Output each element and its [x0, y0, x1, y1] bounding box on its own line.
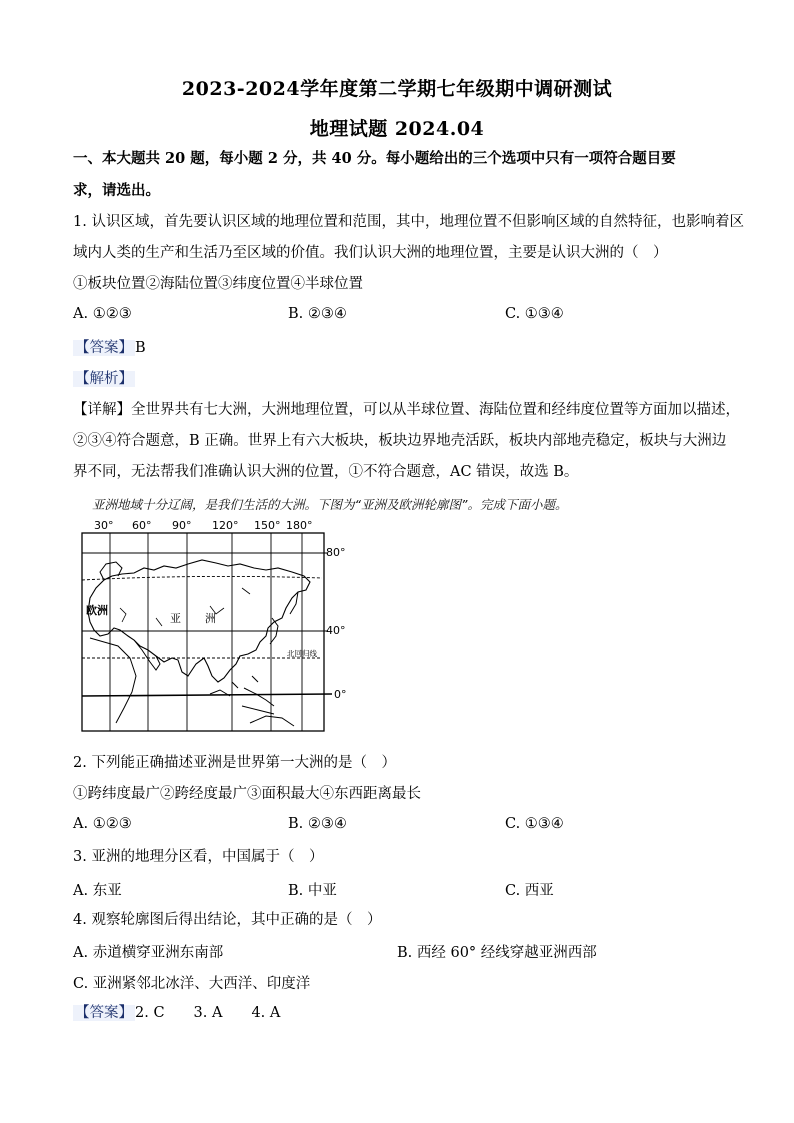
answer-tag: 【答案】 [75, 340, 133, 356]
q3-option-a: A. 东亚 [73, 883, 122, 899]
exam-subtitle: 地理试题 2024.04 [309, 118, 485, 140]
answers-line [73, 1002, 723, 1024]
answers-tag: 【答案】 [75, 1005, 133, 1021]
q2-option-c: C. ①③④ [505, 816, 564, 832]
tropic-label: 北回归线 [287, 649, 317, 658]
continental-detail [120, 588, 250, 626]
answers-text: 2. C 3. A 4. A [135, 1005, 281, 1021]
lon-label-120: 120° [212, 519, 239, 532]
map-intro: 亚洲地域十分辽阔，是我们生活的大洲。下图为“亚洲及欧洲轮廓图”。完成下面小题。 [92, 497, 568, 512]
q1-stem-line1: 1. 认识区域，首先要认识区域的地理位置和范围，其中，地理位置不但影响区域的自然特征，也影响着区 [73, 214, 744, 230]
q1-detail-line3: 界不同，无法帮我们准确认识大洲的位置，①不符合题意，AC 错误，故选 B。 [73, 464, 579, 480]
q1-items: ①板块位置②海陆位置③纬度位置④半球位置 [73, 276, 363, 292]
lon-label-60: 60° [132, 519, 152, 532]
lat-label-40: 40° [326, 624, 346, 637]
q1-answer-value: B [135, 340, 146, 356]
q1-option-b: B. ②③④ [288, 306, 347, 322]
detail-tag: 【详解】 [73, 402, 131, 418]
q1-answer [73, 337, 723, 359]
q2-stem: 2. 下列能正确描述亚洲是世界第一大洲的是（ ） [73, 755, 396, 771]
lat-label-0: 0° [334, 688, 347, 701]
q4-option-a: A. 赤道横穿亚洲东南部 [73, 945, 224, 961]
lon-label-90: 90° [172, 519, 192, 532]
africa-outline [90, 638, 136, 723]
q2-option-b: B. ②③④ [288, 816, 347, 832]
meridian-lines [110, 533, 302, 731]
asia-europe-outline-map [60, 518, 360, 740]
q4-option-c: C. 亚洲紧邻北冰洋、大西洋、印度洋 [73, 976, 311, 992]
q1-detail-line1 [73, 399, 740, 421]
analysis-tag: 【解析】 [75, 371, 133, 387]
q1-detail-text1: 全世界共有七大洲，大洲地理位置，可以从半球位置、海陆位置和经纬度位置等方面加以描述， [131, 402, 740, 418]
q3-stem: 3. 亚洲的地理分区看，中国属于（ ） [73, 849, 324, 865]
lon-label-150: 150° [254, 519, 281, 532]
lat-label-80: 80° [326, 546, 346, 559]
arabian-peninsula-outline [134, 640, 160, 670]
europe-label: 欧洲 [86, 604, 108, 617]
q1-option-a: A. ①②③ [73, 306, 132, 322]
section-instructions-line1: 一、本大题共 20 题，每小题 2 分，共 40 分。每小题给出的三个选项中只有一项符合题目要 [73, 150, 676, 167]
asia-label-2: 洲 [205, 612, 216, 625]
q2-option-a: A. ①②③ [73, 816, 132, 832]
eurasia-outline [88, 560, 310, 682]
q4-option-b: B. 西经 60° 经线穿越亚洲西部 [397, 945, 597, 961]
arctic-circle-line [82, 576, 322, 580]
scandinavia-outline [100, 562, 122, 580]
q4-stem: 4. 观察轮廓图后得出结论，其中正确的是（ ） [73, 912, 382, 928]
section-instructions-line2: 求，请选出。 [73, 182, 160, 199]
australia-outline [250, 716, 294, 726]
q1-analysis [73, 368, 723, 390]
q1-detail-line2: ②③④符合题意，B 正确。世界上有六大板块，板块边界地壳活跃，板块内部地壳稳定，板块与大洲边 [73, 433, 727, 449]
q3-option-b: B. 中亚 [288, 883, 337, 899]
asia-label-1: 亚 [170, 612, 181, 625]
map-frame [82, 533, 324, 731]
lon-label-30: 30° [94, 519, 114, 532]
lon-label-180: 180° [286, 519, 313, 532]
q1-stem-line2: 域内人类的生产和生活乃至区域的价值。我们认识大洲的地理位置，主要是认识大洲的（ ） [73, 245, 668, 261]
q2-items: ①跨纬度最广②跨经度最广③面积最大④东西距离最长 [73, 786, 421, 802]
q3-option-c: C. 西亚 [505, 883, 554, 899]
q1-option-c: C. ①③④ [505, 306, 564, 322]
exam-title: 2023-2024学年度第二学期七年级期中调研测试 [181, 78, 613, 100]
